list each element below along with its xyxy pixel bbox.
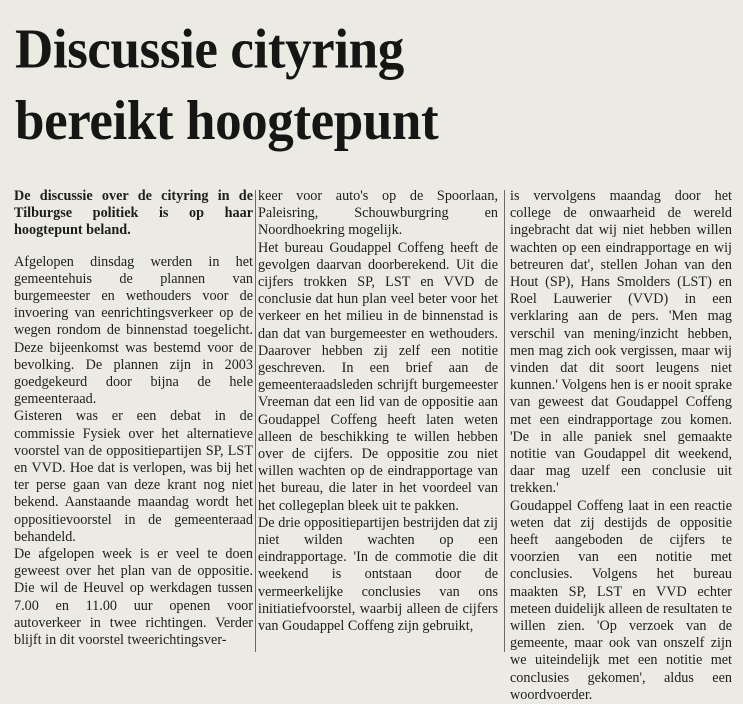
article-lead: De discussie over de cityring in de Tilburgse politiek is op haar hoogtepunt beland.: [14, 188, 253, 239]
article-paragraph: Goudappel Coffeng laat in een reactie weten dat zij destijds de oppositie heeft aangeboden de cijfers te voorzien van een notitie met conclusies. Volgens het bureau maakten SP, LST en VVD echter meteen duidelijk alleen de resultaten te willen zien. 'Op verzoek van de gemeente, maar ook van onszelf zijn we uiteindelijk met een notitie met conclusies gekomen', aldus een woordvoerder.: [510, 497, 732, 703]
article-paragraph: is vervolgens maandag door het college de onwaarheid de wereld ingebracht dat wij niet hebben willen wachten op een eindrapportage en wij betreuren dat', stellen Johan van den Hout (SP), Hans Smolders (LST) en Roel Lauwerier (VVD) in een verklaring aan de pers. 'Men mag verschil van mening/inzicht hebben, men mag zich ook vergissen, maar wij vinden dat dit soort leugens niet kunnen.' Volgens hen is er nooit sprake van geweest dat Goudappel Coffeng met een eindrapportage zou komen. 'De in alle paniek snel gemaakte notitie van Goudappel dit weekend, daar mag uzelf een conclusie uit trekken.': [510, 188, 732, 497]
show-through-text-right: [733, 0, 743, 654]
column-rule: [504, 190, 505, 652]
article-paragraph: De afgelopen week is er veel te doen geweest over het plan van de oppositie. Die wil de Heuvel op werkdagen tussen 7.00 en 11.00 uur openen voor autoverkeer in twee richtingen. Verder blijft in dit voorstel tweerichtingsver-: [14, 546, 253, 649]
article-paragraph: Afgelopen dinsdag werden in het gemeentehuis de plannen van burgemeester en wethouders voor de invoering van eenrichtingsverkeer op de wegen rondom de binnenstad toegelicht. Deze bijeenkomst was bestemd voor de bevolking. De plannen zijn in 2003 goedgekeurd door bijna de hele gemeenteraad.: [14, 253, 253, 408]
article-paragraph: keer voor auto's op de Spoorlaan, Paleisring, Schouwburgring en Noordhoekring mogelijk.: [258, 188, 498, 239]
column-rule: [255, 190, 256, 652]
article-column-3: [510, 188, 732, 704]
show-through-text-top: [0, 0, 743, 10]
article-column-1: [14, 188, 253, 649]
article-paragraph: Gisteren was er een debat in de commissie Fysiek over het alternatieve voorstel van de oppositiepartijen SP, LST en VVD. Hoe dat is verlopen, was bij het ter perse gaan van deze krant nog niet bekend. Aanstaande maandag wordt het oppositievoorstel in de gemeenteraad behandeld.: [14, 408, 253, 545]
headline-line-1: Discussie cityring: [15, 19, 404, 81]
article-column-2: [258, 188, 498, 635]
article-paragraph: De drie oppositiepartijen bestrijden dat zij niet wilden wachten op een eindrapportage. 'In de commotie die dit weekend is ontstaan door de vermeerkelijke conclusies van ons initiatiefvoorstel, waarbij alleen de cijfers van Goudappel Coffeng zijn gebruikt,: [258, 514, 498, 635]
article-paragraph: Het bureau Goudappel Coffeng heeft de gevolgen daarvan doorberekend. Uit die cijfers trokken SP, LST en VVD de conclusie dat hun plan veel beter voor het verkeer en het milieu in de binnenstad is dan dat van burgemeester en wethouders. Daarover hebben zij zelf een notitie geschreven. In een brief aan de gemeenteraadsleden schrijft burgemeester Vreeman dat een lid van de oppositie aan Goudappel Coffeng heeft laten weten alleen de beschikking te willen hebben over de cijfers. De oppositie zou niet willen wachten op de eindrapportage van het bureau, die later in het voordeel van het collegeplan bleek uit te pakken.: [258, 239, 498, 514]
headline: [15, 14, 730, 157]
headline-line-2: bereikt hoogtepunt: [15, 90, 439, 152]
